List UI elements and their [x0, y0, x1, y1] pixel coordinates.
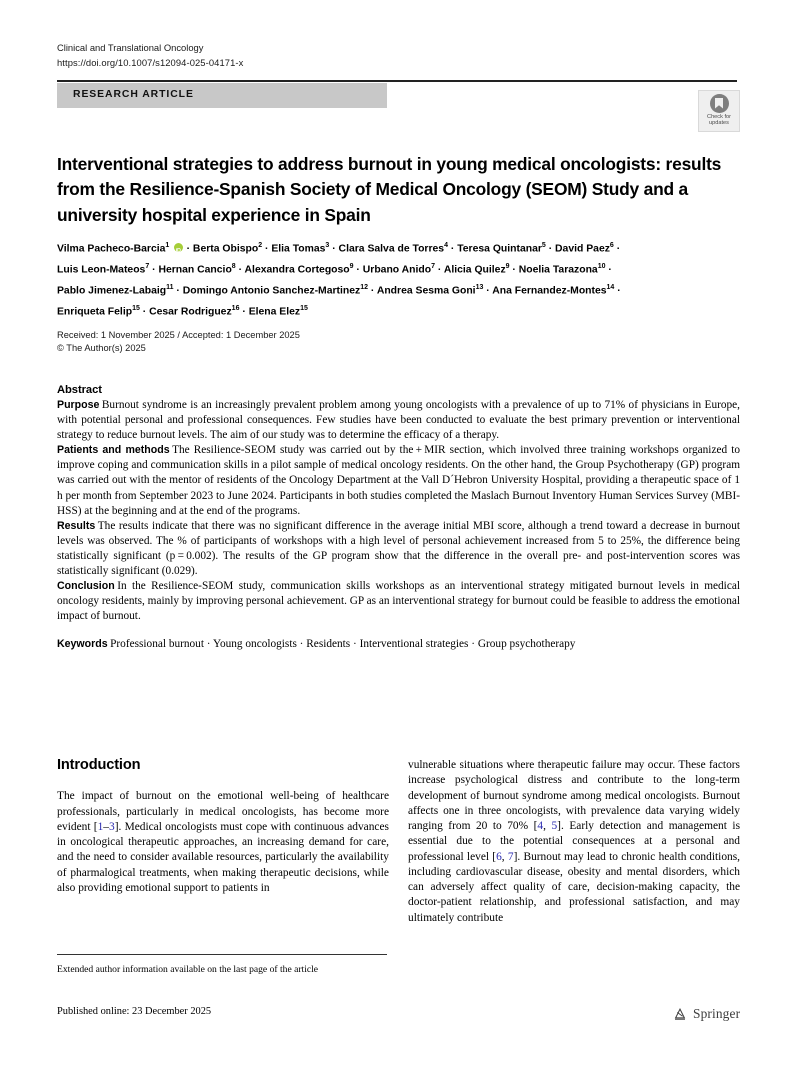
abstract-conclusion-label: Conclusion	[57, 580, 115, 593]
received-accepted: Received: 1 November 2025 / Accepted: 1 December 2025	[57, 330, 300, 340]
page-title: Interventional strategies to address burnout in young medical oncologists: results from the Resilience-Spanish Society of Medical Oncology (SEOM) Study and a university hospital experience in Spain	[57, 153, 722, 225]
keywords-label: Keywords	[57, 638, 108, 651]
keywords-text: Professional burnout · Young oncologists · Residents · Interventional strategies · Group psychotherapy	[110, 638, 576, 651]
abstract-results	[57, 519, 740, 579]
abstract-heading: Abstract	[57, 384, 102, 396]
abstract-results-text: The results indicate that there was no significant difference in the average initial MBI score, although a trend toward a decrease in burnout levels was observed. The % of participants of workshops with a high level of personal achievement increased from 5 to 25%, the difference being statistically significant (p = 0.002). The results of the GP program show that the difference in the overall pre- and post-intervention scores was statistically significant (0.029).	[57, 519, 740, 578]
abstract-purpose-label: Purpose	[57, 399, 100, 411]
publisher-name: Springer	[693, 1006, 741, 1021]
journal-name: Clinical and Translational Oncology	[57, 42, 204, 53]
author-line-1: Vilma Pacheco-Barcia$^1$ iD · Berta Obispo$^2$ · Elia Tomas$^3$ · Clara Salva de Torres$^4$ · Teresa Quintanar$^5$ · David Paez$^6$ ·	[57, 237, 747, 258]
article-type-band	[57, 83, 387, 108]
section-heading-introduction: Introduction	[57, 757, 141, 773]
journal-header	[57, 41, 737, 70]
footnote-text: Extended author information available on the last page of the article	[57, 964, 319, 975]
crossmark-line1: Check for	[707, 114, 731, 120]
orcid-icon[interactable]	[174, 243, 183, 252]
abstract-conclusion	[57, 579, 740, 624]
introduction-paragraph-right: vulnerable situations where therapeutic failure may occur. These factors increase psychological distress and contribute to the long-term development of burnout syndrome among medical oncologists. Burnout affects one in three oncologists, with prevalence data varying widely ranging from 20 to 70% [4, 5]. Early detection and management is essential due to the potential consequences at a personal and professional level [6, 7]. Burnout may lead to chronic health conditions, including cardiovascular disease, obesity and mental disorders, which can adversely affect quality of care, decision-making capacity, the doctor-patient relationship, and professional satisfaction, and may ultimately contribute	[408, 759, 740, 924]
publication-dates	[57, 329, 557, 355]
keywords-line	[57, 637, 740, 652]
check-for-updates-badge[interactable]	[698, 90, 740, 132]
introduction-paragraph-left: The impact of burnout on the emotional well-being of healthcare professionals, particularly in medical oncologists, has become more evident [1–3]. Medical oncologists must cope with continuous advances in oncological therapeutic approaches, an increasing demand for care, and the need to consider available resources, particularly the availability of pharmalogical treatments, when making therapeutic decisions, while also providing emotional support to patients in	[57, 790, 389, 894]
abstract-section	[57, 384, 740, 653]
crossmark-line2: updates	[709, 120, 729, 127]
abstract-conclusion-text: In the Resilience-SEOM study, communication skills workshops as an interventional strategy mitigated burnout levels in medical oncology residents, mainly by improving personal achievement. GP as an interventional strategy for burnout could be feasible to address the emotional impact of burnout.	[57, 580, 740, 623]
abstract-methods-text: The Resilience-SEOM study was carried out by the + MIR section, which involved three training workshops organized to improve coping and communication skills in a pilot sample of medical oncology residents. On the other hand, the Group Psychotherapy (GP) program was carried out with the mentor of residents of the Oncology Department at the Vall D´Hebron University Hospital, providing a therapeutic space of 1 h per month from September 2023 to June 2024. Participants in both studies completed the Maslach Burnout Inventory Human Services Survey (MBI-HSS) at the beginning and at the end of the programs.	[57, 444, 740, 517]
article-type-label: RESEARCH ARTICLE	[73, 89, 194, 100]
author-line-2: Luis Leon-Mateos$^7$ · Hernan Cancio$^8$ · Alexandra Cortegoso$^9$ · Urbano Anido$^7$ · Alicia Quilez$^9$ · Noelia Tarazona$^{10}$ ·	[57, 263, 612, 276]
author-line-3: Pablo Jimenez-Labaig$^{11}$ · Domingo Antonio Sanchez-Martinez$^{12}$ · Andrea Sesma Goni$^{13}$ · Ana Fernandez-Montes$^{14}$ ·	[57, 284, 621, 297]
crossmark-icon	[710, 94, 729, 113]
abstract-purpose-text: Burnout syndrome is an increasingly prevalent problem among young oncologists with a prevalence of up to 71% of physicians in Europe, with potential personal and professional consequences. Few studies have been conducted to evaluate the best primary prevention or interventional strategy to reduce burnout levels. The aim of our study was to determine the efficacy of a therapy.	[57, 399, 740, 442]
header-divider	[57, 80, 737, 82]
footnote-divider	[57, 954, 387, 955]
introduction-column-left	[57, 758, 389, 896]
abstract-methods-label: Patients and methods	[57, 444, 170, 457]
abstract-methods	[57, 443, 740, 518]
copyright-line: © The Author(s) 2025	[57, 343, 146, 354]
author-line-4: Enriqueta Felip$^{15}$ · Cesar Rodriguez$^{16}$ · Elena Elez$^{15}$	[57, 305, 308, 318]
publisher-logo	[672, 1004, 740, 1024]
abstract-purpose	[57, 398, 740, 443]
author-list	[57, 237, 747, 321]
published-online: Published online: 23 December 2025	[57, 1006, 212, 1017]
journal-doi[interactable]: https://doi.org/10.1007/s12094-025-04171-x	[57, 56, 244, 68]
springer-knight-icon	[672, 1006, 688, 1022]
abstract-results-label: Results	[57, 519, 96, 532]
introduction-column-right	[408, 758, 740, 926]
